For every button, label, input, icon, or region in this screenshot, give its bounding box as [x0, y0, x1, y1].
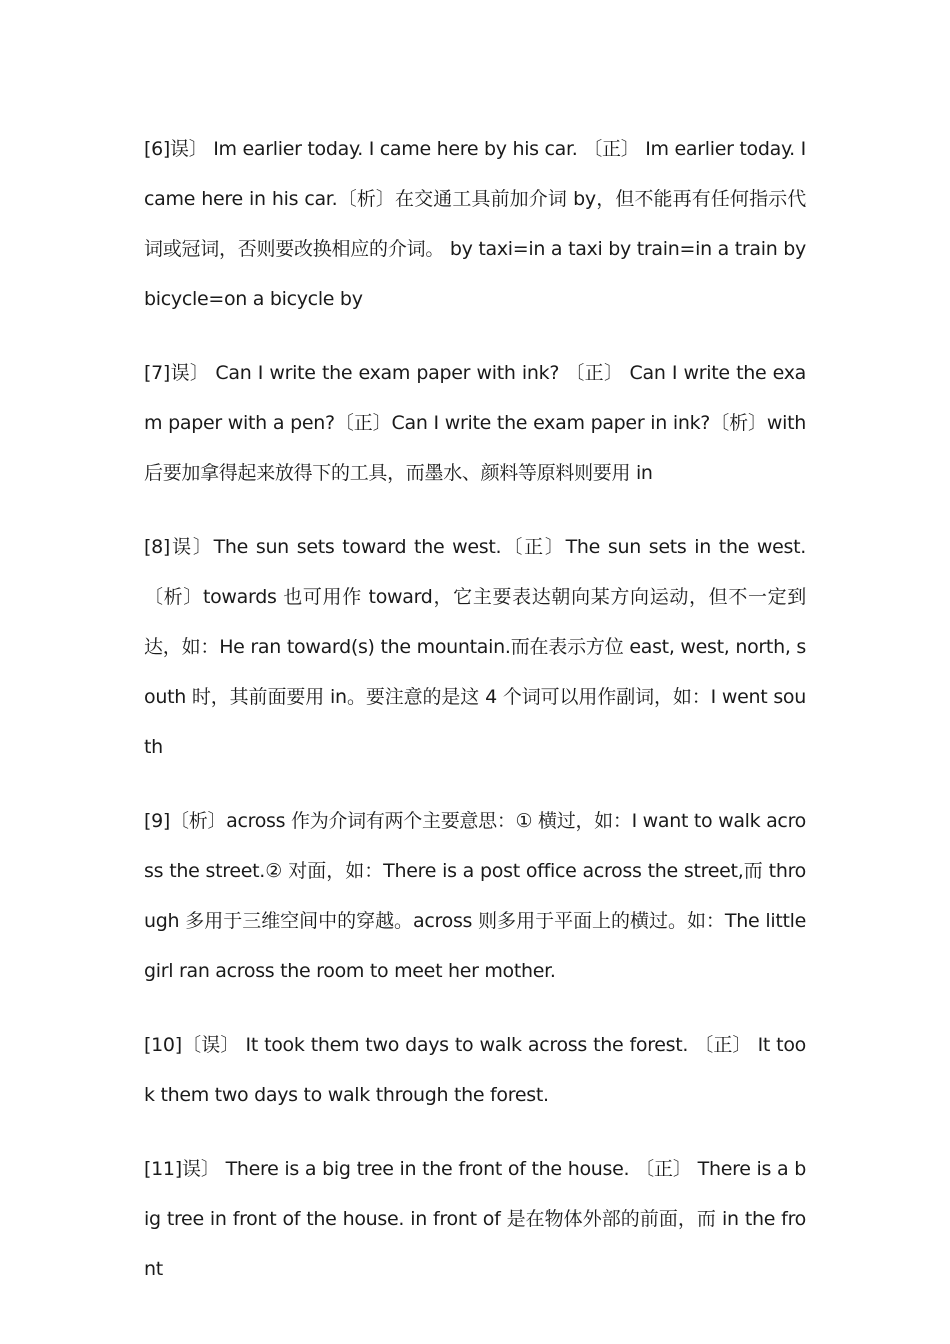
paragraph-6: [6]误〕 Im earlier today. I came here by his car. 〔正〕 Im earlier today. I came here in his car.〔析〕在交通工具前加介词 by，但不能再有任何指示代词或冠词，否则要改换相应的介词。 by taxi=in a taxi by train=in a train by bicycle=on a bicycle by — [144, 138, 806, 310]
document-body — [144, 124, 806, 1318]
paragraph-9: [9]〔析〕across 作为介词有两个主要意思：① 横过，如：I want to walk across the street.② 对面，如：There is a post office across the street,而 through 多用于三维空间中的穿越。across 则多用于平面上的横过。如：The little girl ran across the room to meet her mother. — [144, 810, 806, 982]
paragraph-8: [8]误〕The sun sets toward the west.〔正〕The sun sets in the west.〔析〕towards 也可用作 toward，它主要表达朝向某方向运动，但不一定到达，如：He ran toward(s) the mountain.而在表示方位 east, west, north, south 时，其前面要用 in。要注意的是这 4 个词可以用作副词，如：I went south — [144, 536, 806, 758]
paragraph-7: [7]误〕 Can I write the exam paper with ink? 〔正〕 Can I write the exam paper with a pen?〔正〕Can I write the exam paper in ink?〔析〕with 后要加拿得起来放得下的工具，而墨水、颜料等原料则要用 in — [144, 362, 806, 484]
paragraph-10: [10]〔误〕 It took them two days to walk across the forest. 〔正〕 It took them two days to walk through the forest. — [144, 1034, 806, 1106]
paragraph-11: [11]误〕 There is a big tree in the front of the house. 〔正〕 There is a big tree in front of the house. in front of 是在物体外部的前面，而 in the front — [144, 1158, 806, 1280]
